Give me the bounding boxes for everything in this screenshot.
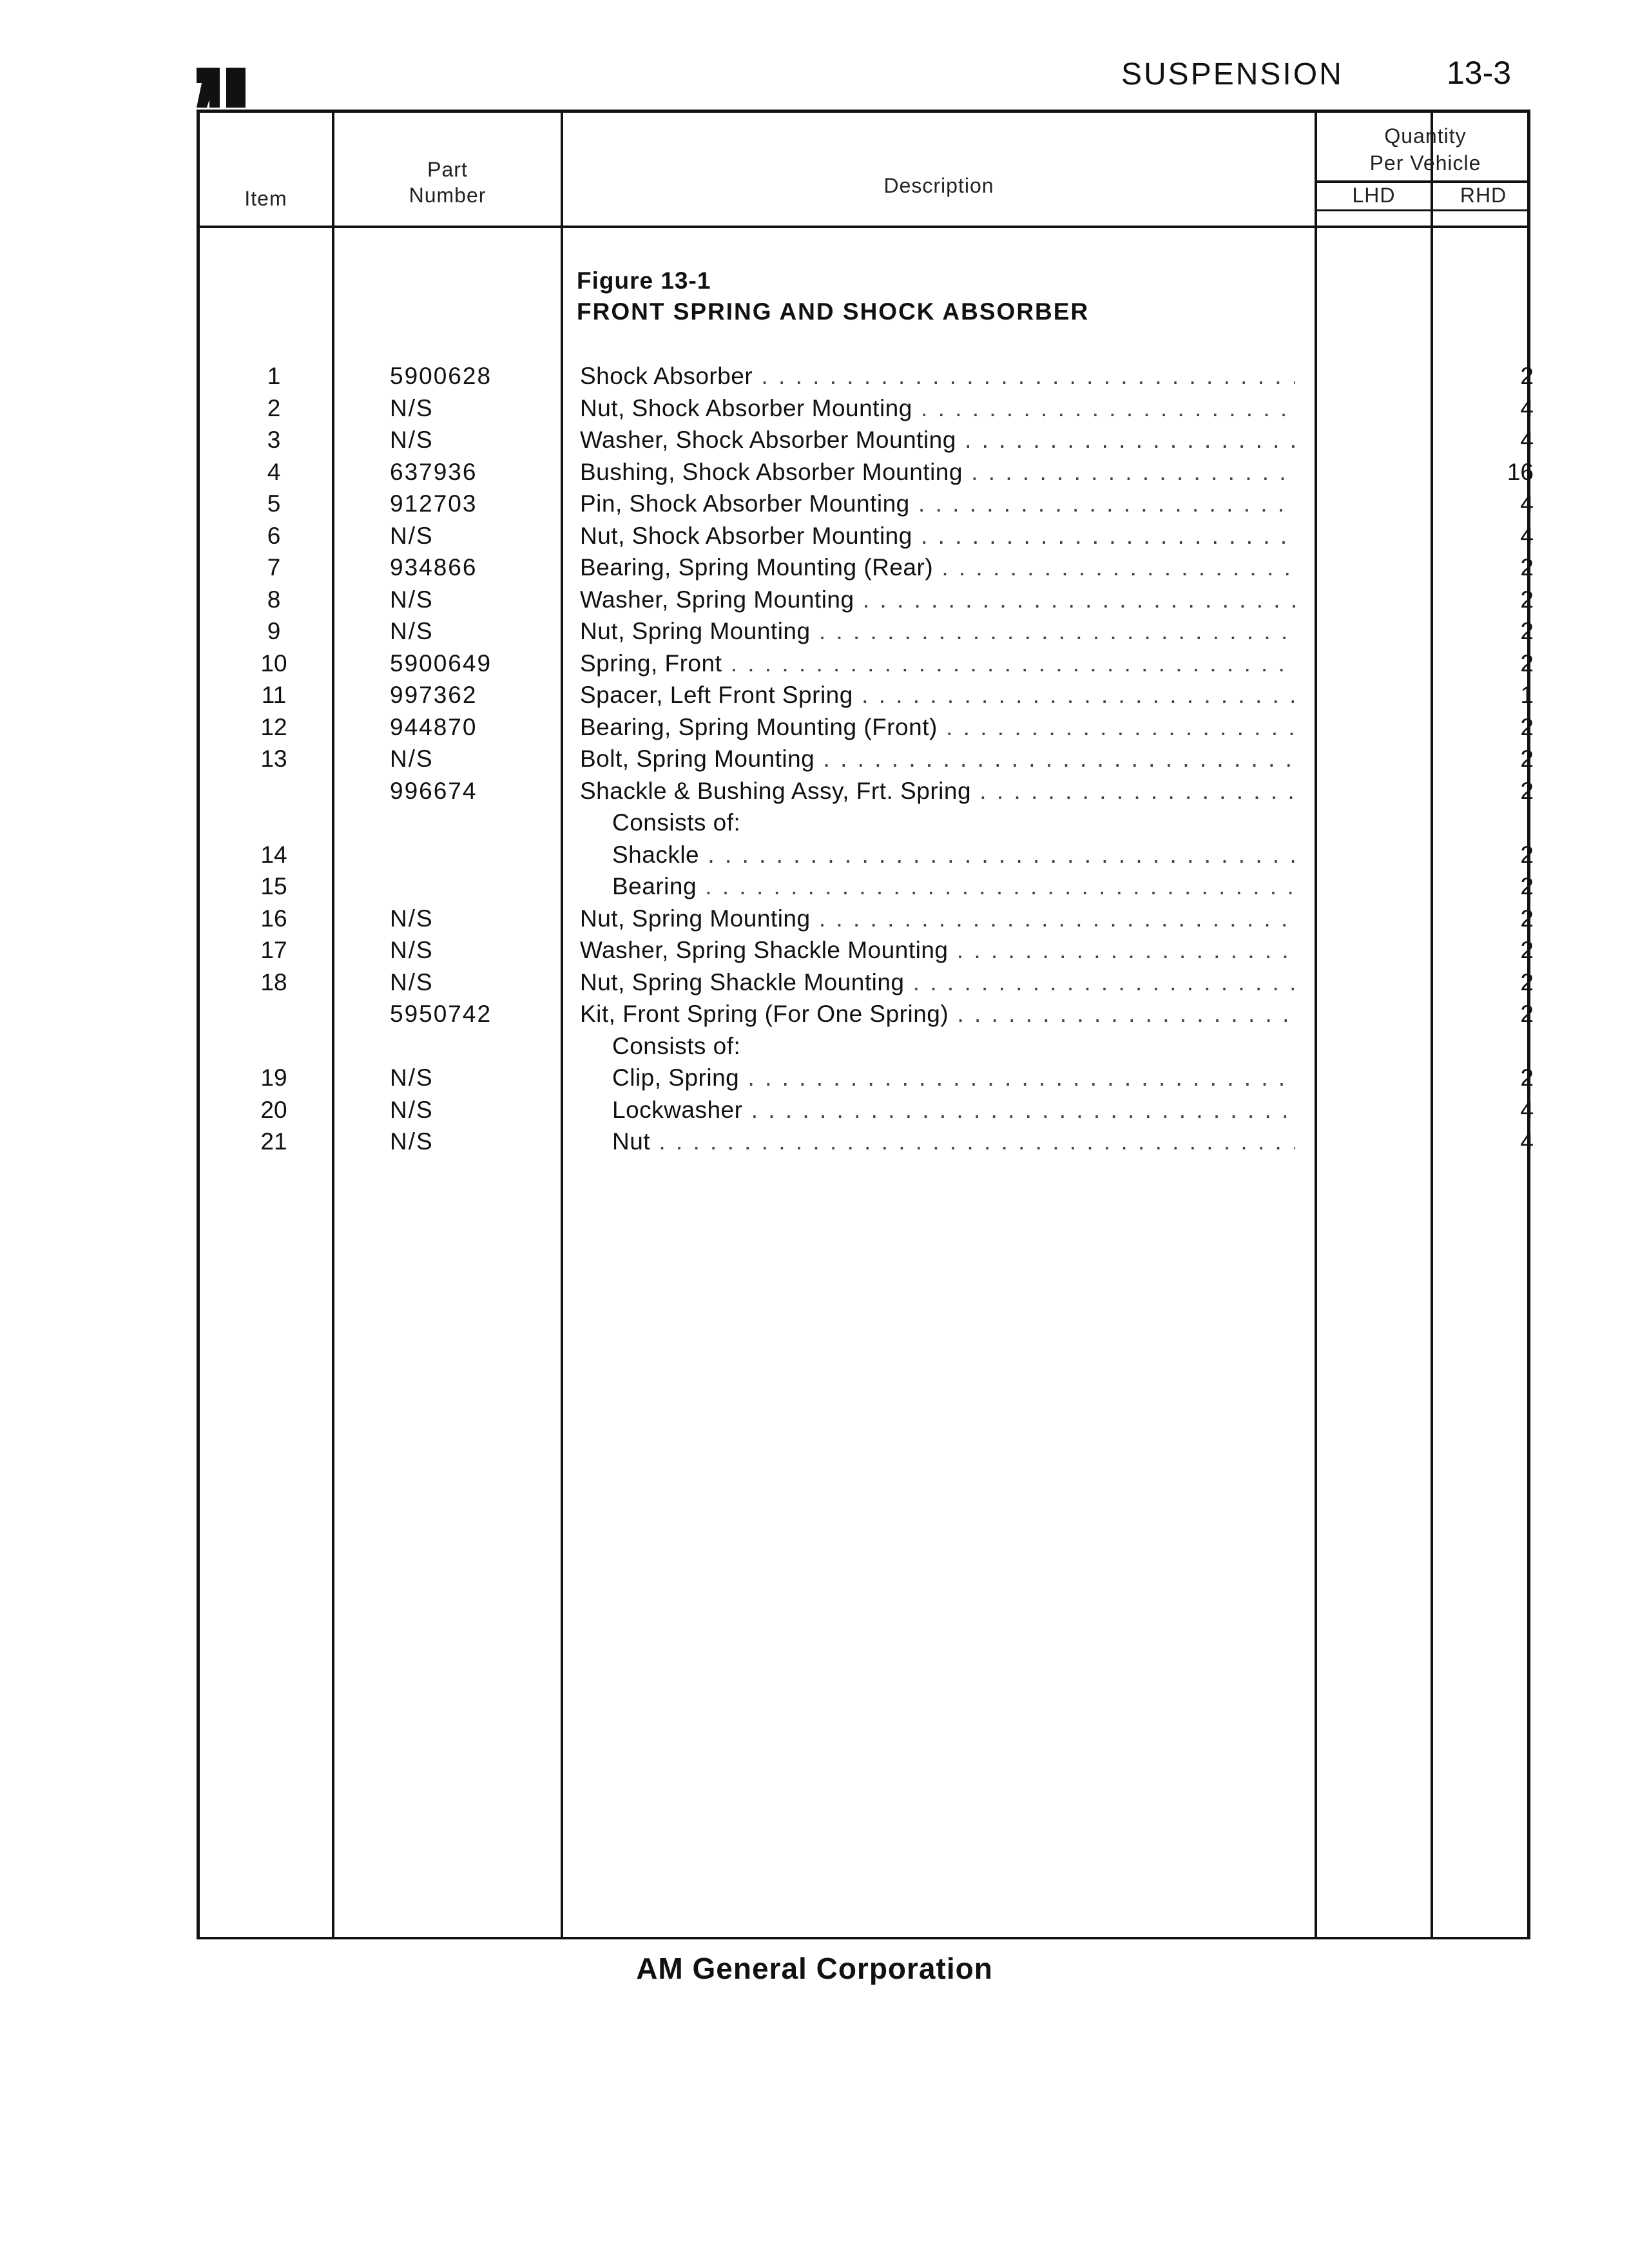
part-number: 934866: [390, 554, 477, 581]
figure-title: FRONT SPRING AND SHOCK ABSORBER: [577, 298, 1090, 325]
column-header-per-vehicle: Per Vehicle: [1369, 151, 1481, 175]
quantity-rhd: 2: [1520, 586, 1534, 613]
quantity-subheader-divider: [1315, 209, 1527, 211]
table-row: [200, 458, 1534, 490]
quantity-rhd: 4: [1520, 522, 1534, 549]
table-row: [200, 841, 1534, 872]
quantity-rhd: 2: [1520, 363, 1534, 389]
part-number: N/S: [390, 522, 434, 549]
table-row: [200, 649, 1534, 681]
quantity-subheader-divider: [1315, 180, 1527, 183]
item-number: 10: [260, 649, 287, 677]
quantity-rhd: 2: [1520, 649, 1534, 677]
item-number: 2: [267, 394, 281, 421]
part-number: N/S: [390, 427, 434, 453]
description: Nut, Spring Mounting . . .: [580, 618, 1295, 645]
item-number: 3: [267, 427, 281, 453]
column-header-lhd: LHD: [1352, 184, 1396, 207]
table-row: [200, 809, 1527, 840]
quantity-rhd: 2: [1520, 1001, 1534, 1027]
description: Washer, Shock Absorber Mounting . . .: [580, 427, 1295, 454]
quantity-rhd: 2: [1520, 745, 1534, 772]
description: Lockwasher . . .: [612, 1097, 1295, 1124]
column-header-description: Description: [883, 174, 994, 197]
part-number: 5900649: [390, 649, 492, 677]
table-row: [200, 745, 1534, 776]
description: Shock Absorber . . .: [580, 363, 1295, 390]
part-number: N/S: [390, 618, 434, 644]
item-number: 14: [260, 841, 287, 868]
item-number: 5: [267, 490, 281, 517]
table-row: [200, 873, 1534, 904]
description: Bolt, Spring Mounting . . .: [580, 745, 1295, 773]
item-number: 16: [260, 905, 287, 932]
figure-label: Figure 13-1: [577, 267, 711, 294]
description: Consists of:: [612, 1032, 741, 1059]
column-header-rhd: RHD: [1460, 184, 1507, 207]
part-number: N/S: [390, 394, 434, 421]
item-number: 15: [260, 873, 287, 899]
quantity-rhd: 4: [1520, 1096, 1534, 1123]
quantity-rhd: 2: [1520, 937, 1534, 963]
table-row: [200, 1001, 1534, 1032]
column-header-part-number: Number: [409, 184, 487, 207]
part-number: N/S: [390, 905, 434, 932]
table-row: [200, 1064, 1534, 1095]
table-row: [200, 1033, 1527, 1064]
quantity-rhd: 2: [1520, 554, 1534, 581]
description: Nut, Shock Absorber Mounting . . .: [580, 523, 1295, 550]
part-number: 997362: [390, 682, 477, 708]
quantity-rhd: 2: [1520, 841, 1534, 868]
item-number: 9: [267, 618, 281, 644]
quantity-rhd: 2: [1520, 777, 1534, 804]
item-number: 19: [260, 1064, 287, 1091]
table-row: [200, 1096, 1534, 1128]
part-number: 5950742: [390, 1001, 492, 1027]
table-row: [200, 522, 1534, 553]
table-row: [200, 682, 1534, 713]
header-divider: [200, 226, 1527, 228]
description: Bearing, Spring Mounting (Front) . . .: [580, 714, 1295, 741]
item-number: 8: [267, 586, 281, 613]
description: Nut, Shock Absorber Mounting . . .: [580, 395, 1295, 422]
item-number: 18: [260, 968, 287, 995]
column-header-quantity: Quantity: [1384, 124, 1467, 148]
part-number: N/S: [390, 1096, 434, 1123]
description: Nut, Spring Shackle Mounting . . .: [580, 969, 1295, 996]
quantity-rhd: 4: [1520, 427, 1534, 453]
part-number: 996674: [390, 777, 477, 804]
page-number: 13-3: [1447, 55, 1512, 91]
item-number: 20: [260, 1096, 287, 1123]
am-general-logo-icon: [197, 68, 248, 108]
table-row: [200, 363, 1534, 394]
quantity-rhd: 4: [1520, 1128, 1534, 1155]
description: Shackle . . .: [612, 841, 1295, 869]
table-row: [200, 1128, 1534, 1159]
part-number: N/S: [390, 1064, 434, 1091]
footer-company: AM General Corporation: [636, 1952, 993, 1985]
table-row: [200, 937, 1534, 968]
section-title: SUSPENSION: [1121, 57, 1344, 91]
quantity-rhd: 4: [1520, 394, 1534, 421]
item-number: 7: [267, 554, 281, 581]
description: Bearing, Spring Mounting (Rear) . . .: [580, 554, 1295, 581]
table-row: [200, 554, 1534, 585]
table-row: [200, 777, 1534, 809]
quantity-rhd: 2: [1520, 968, 1534, 995]
part-number: N/S: [390, 745, 434, 772]
item-number: 4: [267, 458, 281, 485]
description: Consists of:: [612, 809, 741, 836]
description: Bushing, Shock Absorber Mounting . . .: [580, 459, 1295, 486]
table-row: [200, 586, 1534, 617]
description: Shackle & Bushing Assy, Frt. Spring . . .: [580, 778, 1295, 805]
description: Washer, Spring Shackle Mounting . . .: [580, 937, 1295, 964]
description: Spring, Front . . .: [580, 650, 1295, 677]
part-number: 912703: [390, 490, 477, 517]
description: Nut, Spring Mounting . . .: [580, 905, 1295, 932]
description: Nut . . .: [612, 1128, 1295, 1155]
quantity-rhd: 2: [1520, 873, 1534, 899]
description: Kit, Front Spring (For One Spring) . . .: [580, 1001, 1295, 1028]
part-number: N/S: [390, 937, 434, 963]
column-header-item: Item: [244, 187, 287, 210]
description: Clip, Spring . . .: [612, 1064, 1295, 1091]
part-number: N/S: [390, 968, 434, 995]
description: Pin, Shock Absorber Mounting . . .: [580, 490, 1295, 517]
item-number: 6: [267, 522, 281, 549]
parts-table: [197, 110, 1534, 1939]
quantity-rhd: 2: [1520, 618, 1534, 644]
item-number: 13: [260, 745, 287, 772]
column-header-part: Part: [427, 158, 468, 181]
part-number: 944870: [390, 713, 477, 740]
part-number: N/S: [390, 1128, 434, 1155]
item-number: 1: [267, 363, 281, 389]
part-number: 637936: [390, 458, 477, 485]
table-row: [200, 713, 1534, 745]
table-row: [200, 968, 1534, 1000]
quantity-rhd: 1: [1520, 682, 1534, 708]
item-number: 12: [260, 713, 287, 740]
description: Washer, Spring Mounting . . .: [580, 586, 1295, 613]
quantity-rhd: 2: [1520, 713, 1534, 740]
part-number: N/S: [390, 586, 434, 613]
description: Bearing . . .: [612, 873, 1295, 900]
part-number: 5900628: [390, 363, 492, 389]
quantity-rhd: 4: [1520, 490, 1534, 517]
table-row: [200, 490, 1534, 521]
item-number: 21: [260, 1128, 287, 1155]
quantity-rhd: 16: [1507, 458, 1534, 485]
item-number: 11: [261, 682, 287, 708]
table-row: [200, 427, 1534, 457]
item-number: 17: [260, 937, 287, 963]
table-row: [200, 618, 1534, 649]
table-row: [200, 394, 1534, 426]
table-row: [200, 905, 1534, 936]
quantity-rhd: 2: [1520, 905, 1534, 932]
quantity-rhd: 2: [1520, 1064, 1534, 1091]
description: Spacer, Left Front Spring . . .: [580, 682, 1295, 709]
